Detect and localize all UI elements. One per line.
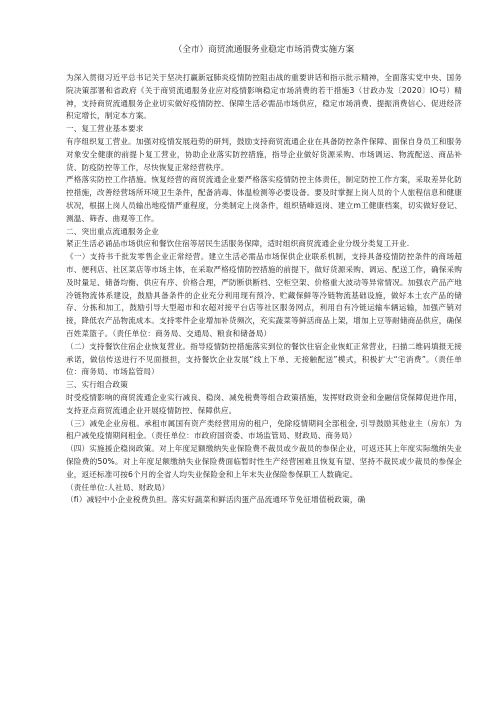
body-paragraph: 紧正生活必诵品市场供应和餐饮住宿等居民生活服务保障，适时组织商贸流通企业分级分类复工开业. (66, 239, 410, 249)
body-paragraph: （四）实施援企稳岗政策。对上年度足额缴纳失业保险费不裁员或少裁员的参保企业，可返还其上年度实际缴纳失业保险费的50%。对上年度足额缴纳失业保险费面临暂时性生产经营困难且恢复有望、坚持不裁民或少裁员的参保企业，返还标准可按6个月的全省人均失业保险金和上年末失业保险参保职工人数确定。 (66, 444, 462, 479)
intro-paragraph: 为深入贯彻习近平总书记关于坚决打赢新冠肺炎疫情防控阻击战的重要讲话和指示批示精神，全面落实党中央、国务院决策部署和省政府《关于商贸流通服务业应对疫情影响稳定市场消费的若干措施3（甘政办发〔2020〕IO号）精神，支持商贸流通服务企业切实做好疫情防控、保障生活必需品市场供应，稳定市场消费、提振消费信心、促进经济积定增长，制定本方案。 (66, 73, 462, 121)
body-paragraph: （责任单位:人社局、财政局） (66, 482, 170, 492)
section-heading-3: 三、实行组合政策 (66, 380, 128, 390)
body-paragraph: 严格落实防控工作措施。恢复经营的商贸流通企业要严格落实疫情防控主体责任，制定防控工作方案，采取差异化防控措施，改善经营场所环境卫生条件，配备消毒、体温检测等必要设备。要及时掌握上岗人员的个人旅程信息和健康状况，根据上岗人员输出地疫情严重程度，分类制定上岗条件，组织错峰返岗、建立m工健康档案，切实做好登记、测温、筛杳、曲观等工作。 (66, 175, 462, 223)
body-paragraph: 有序组织复工营业。加强对疫情发展趋势的研判，鼓励支持商贸流通企业在具备防控条件保障、面保自身员工和服务对象安全健康的前提卜复工营业，协助企业落实防控措施，指导企业做好货源采购、市场调运、物流配送、商品补货、防疫防控等工作，尽快恢复正常经营秩序。 (66, 136, 462, 172)
body-paragraph: 《一）支持书千批发零售企业正常经营。建立生活必需品市场保供企业联系机制，支持具备疫情防控条件的商场超市、便利店、社区菜店等市场主体，在采取严格疫情防控措施的前提下，做好货源采购、调运、配送工作，确保采购及时量足、储备均衡、供应有序、价格合理，严防断供断档、空柜空架、价格重大波动等异常情况。加强农产品产地冷链物流体系建设，鼓励具备条件的企业充分利用现有预冷、贮藏保鲜等冷链物流基础设施，做好本土农产品的储存、分拣和加工，鼓励引导大型超市和农超对接平台店等社区服务网点，利用自有冷链运输车辆运输，加强产销对接，降低农产品物流成本。支持零件企业增加补货频次，充实蔬菜等鲜活商品上架，增加上豆等耐储商品供应，确保百姓菜篮子。（责任单位：商务局、交通局、粮食和储备局） (66, 252, 462, 338)
document-title: （全市）商贸流通服务业稳定市场消费实施方案 (173, 45, 355, 55)
document-body (66, 72, 462, 507)
body-paragraph: （三）减免企业房租。承租市属国有资产类经营用房的租户，免除疫情期间全部租金, 引导鼓励其他业主（房东）为租户减免疫情期间租金。（责任单位：市政府国资委、市场监管局、财政局、商务局） (66, 418, 462, 441)
body-paragraph: 时受疫情影响的商贸流通企业实行减良、稳岗、减免税费等组合政策措施，发挥财政资金和金融信贷保障促进作用，支持亚点商贸流通企业开展疫情防控、保障供应。 (66, 392, 462, 415)
body-paragraph: （fi）减轻中小企业税费负担。落实好蔬菜和鲜活肉蛋产品流通环节免征增值税政策，确 (66, 495, 366, 505)
body-paragraph: （二）支持餐饮住宿企业恢复营业。指导疫情防控措施落实到位的餐饮住宿企业恢虹正常营业，扫描二维码填报无接承诺，做信传送进行不见面报担，支持餐饮企业发展“线上下单、无接触配送”模式，积极扩大“宅消费”。（责任单位：商务局、市场监管局） (66, 341, 462, 377)
section-heading-1: 一、复工营业基本要求 (66, 124, 144, 134)
section-heading-2: 二、突出重点流通服务企业 (66, 226, 159, 236)
